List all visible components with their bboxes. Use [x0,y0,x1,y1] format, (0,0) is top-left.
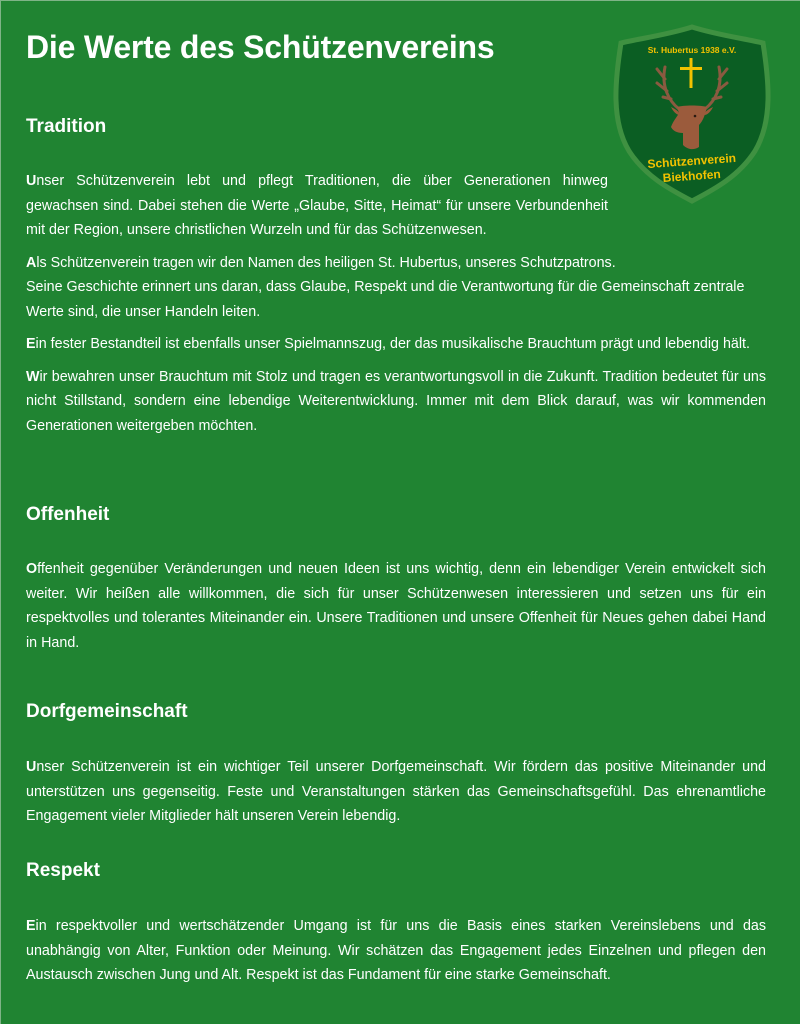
paragraph: Wir bewahren unser Brauchtum mit Stolz und tragen es verantwortungsvoll in die Zukunft. Tradition bedeutet für uns nicht Stillstand, sondern eine lebendige Weiterentwicklung. Immer mit dem Blick darauf, was wir kommenden Generationen weitergeben möchten. [26,368,766,434]
paragraph: Offenheit gegenüber Veränderungen und neuen Ideen ist uns wichtig, denn ein lebendiger Verein entwickelt sich weiter. Wir heißen alle willkommen, die sich für unser Schützenwesen interessieren und setzen uns für ein respektvolles und tolerantes Miteinander ein. Unsere Traditionen und unsere Offenheit für Neues gehen dabei Hand in Hand. [26,561,766,651]
section-heading: Tradition [26,116,107,137]
paragraph: Als Schützenverein tragen wir den Namen des heiligen St. Hubertus, unseres Schutzpatrons. Seine Geschichte erinnert uns daran, dass Glaube, Respekt und die Verantwortung für die Gemeinschaft zentrale Werte sind, die unser Handeln leiten. [26,254,745,320]
paragraph: Unser Schützenverein lebt und pflegt Traditionen, die über Generationen hinweg gewachsen sind. Dabei stehen die Werte „Glaube, Sitte, Heimat“ für unsere Verbundenheit mit der Region, unsere christlichen Wurzeln und für das Schützenwesen. [26,173,608,238]
section-dorfgemeinschaft [26,700,766,837]
crest-name-line1: Schützenverein [646,150,737,172]
page-title: Die Werte des Schützenvereins [26,29,495,65]
crest-top-text: St. Hubertus 1938 e.V. [647,45,737,55]
crest-name-line2: Biekhofen [662,167,722,186]
paragraph: Ein fester Bestandteil ist ebenfalls unser Spielmannszug, der das musikalische Brauchtum prägt und lebendig hält. [26,336,751,352]
section-offenheit [26,503,766,663]
paragraph: Ein respektvoller und wertschätzender Umgang ist für uns die Basis eines starken Vereinslebens und das unabhängig von Alter, Funktion oder Meinung. Wir schätzen das Engagement jedes Einzelnen und pflegen den Austausch zwischen Jung und Alt. Respekt ist das Fundament für eine starke Gemeinschaft. [26,918,766,983]
section-heading: Dorfgemeinschaft [26,701,188,722]
section-heading: Offenheit [26,504,110,525]
section-respekt [26,859,766,996]
paragraph: Unser Schützenverein ist ein wichtiger Teil unserer Dorfgemeinschaft. Wir fördern das positive Miteinander und unterstützen uns gegenseitig. Feste und Veranstaltungen stärken das Gemeinschaftsgefühl. Das ehrenamtliche Engagement vieler Mitglieder hält unseren Verein lebendig. [26,759,766,824]
section-tradition [26,115,766,446]
section-heading: Respekt [26,860,100,881]
